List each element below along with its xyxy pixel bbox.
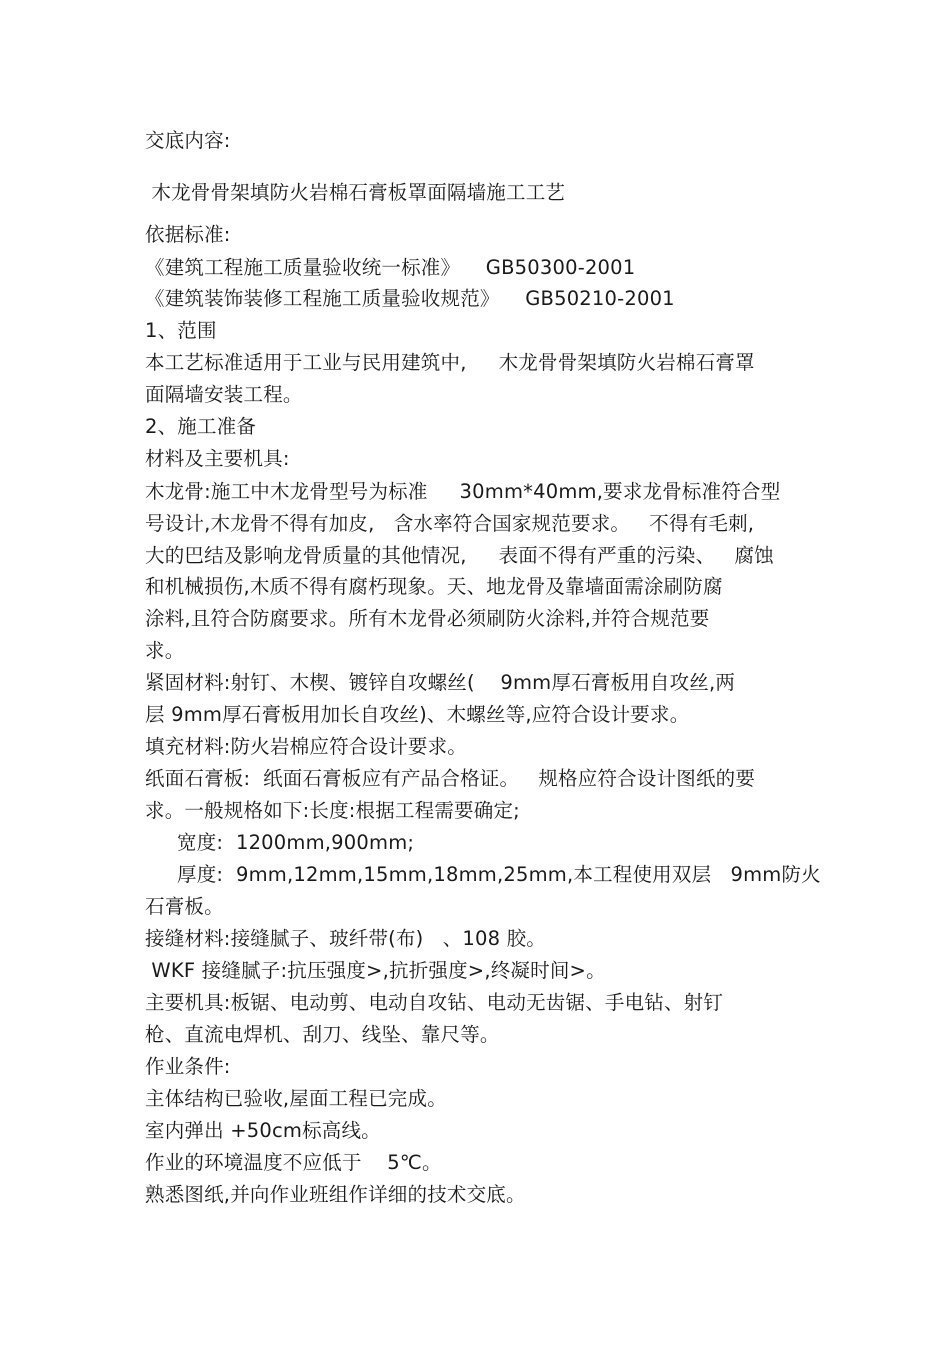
subheading-materials: 材料及主要机具: — [145, 447, 290, 470]
document-title: 木龙骨骨架填防火岩棉石膏板罩面隔墙施工工艺 — [145, 181, 566, 204]
paragraph-line: 纸面石膏板: 纸面石膏板应有产品合格证。 规格应符合设计图纸的要 — [145, 767, 756, 790]
paragraph-line: 填充材料:防火岩棉应符合设计要求。 — [145, 735, 467, 758]
paragraph-line: 求。一般规格如下:长度:根据工程需要确定; — [145, 799, 520, 822]
paragraph-line: 面隔墙安装工程。 — [145, 383, 303, 406]
paragraph-line: 石膏板。 — [145, 895, 224, 918]
paragraph-line: 大的巴结及影响龙骨质量的其他情况, 表面不得有严重的污染、 腐蚀 — [145, 544, 774, 567]
standard-item: 《建筑装饰装修工程施工质量验收规范》 GB50210-2001 — [145, 287, 675, 310]
paragraph-line: 室内弹出 +50cm标高线。 — [145, 1119, 381, 1142]
paragraph-line: 本工艺标准适用于工业与民用建筑中, 木龙骨骨架填防火岩棉石膏罩 — [145, 351, 755, 374]
paragraph-line: 紧固材料:射钉、木楔、镀锌自攻螺丝( 9mm厚石膏板用自攻丝,两 — [145, 671, 736, 694]
paragraph-line: 涂料,且符合防腐要求。所有木龙骨必须刷防火涂料,并符合规范要 — [145, 607, 710, 630]
paragraph-line: 厚度: 9mm,12mm,15mm,18mm,25mm,本工程使用双层 9mm防火 — [145, 863, 821, 886]
paragraph-line: 木龙骨:施工中木龙骨型号为标准 30mm*40mm,要求龙骨标准符合型 — [145, 480, 781, 503]
paragraph-line: WKF 接缝腻子:抗压强度>,抗折强度>,终凝时间>。 — [145, 959, 606, 982]
paragraph-line: 主要机具:板锯、电动剪、电动自攻钻、电动无齿锯、手电钻、射钉 — [145, 991, 724, 1014]
paragraph-line: 作业的环境温度不应低于 5℃。 — [145, 1151, 442, 1174]
paragraph-line: 求。 — [145, 639, 185, 662]
paragraph-line: 熟悉图纸,并向作业班组作详细的技术交底。 — [145, 1183, 526, 1206]
paragraph-line: 层 9mm厚石膏板用加长自攻丝)、木螺丝等,应符合设计要求。 — [145, 703, 690, 726]
subheading-work-conditions: 作业条件: — [145, 1055, 231, 1078]
paragraph-line: 号设计,木龙骨不得有加皮, 含水率符合国家规范要求。 不得有毛刺, — [145, 512, 755, 535]
standard-item: 《建筑工程施工质量验收统一标准》 GB50300-2001 — [145, 256, 636, 279]
section-heading-preparation: 2、施工准备 — [145, 415, 257, 438]
paragraph-line: 宽度: 1200mm,900mm; — [145, 831, 415, 854]
paragraph-line: 主体结构已验收,屋面工程已完成。 — [145, 1087, 447, 1110]
section-heading-scope: 1、范围 — [145, 319, 217, 342]
heading-disclosure-content: 交底内容: — [145, 129, 231, 152]
paragraph-line: 接缝材料:接缝腻子、玻纤带(布) 、108 胶。 — [145, 927, 546, 950]
paragraph-line: 枪、直流电焊机、刮刀、线坠、靠尺等。 — [145, 1023, 500, 1046]
paragraph-line: 和机械损伤,木质不得有腐朽现象。天、地龙骨及靠墙面需涂刷防腐 — [145, 575, 723, 598]
heading-standards: 依据标准: — [145, 223, 231, 246]
